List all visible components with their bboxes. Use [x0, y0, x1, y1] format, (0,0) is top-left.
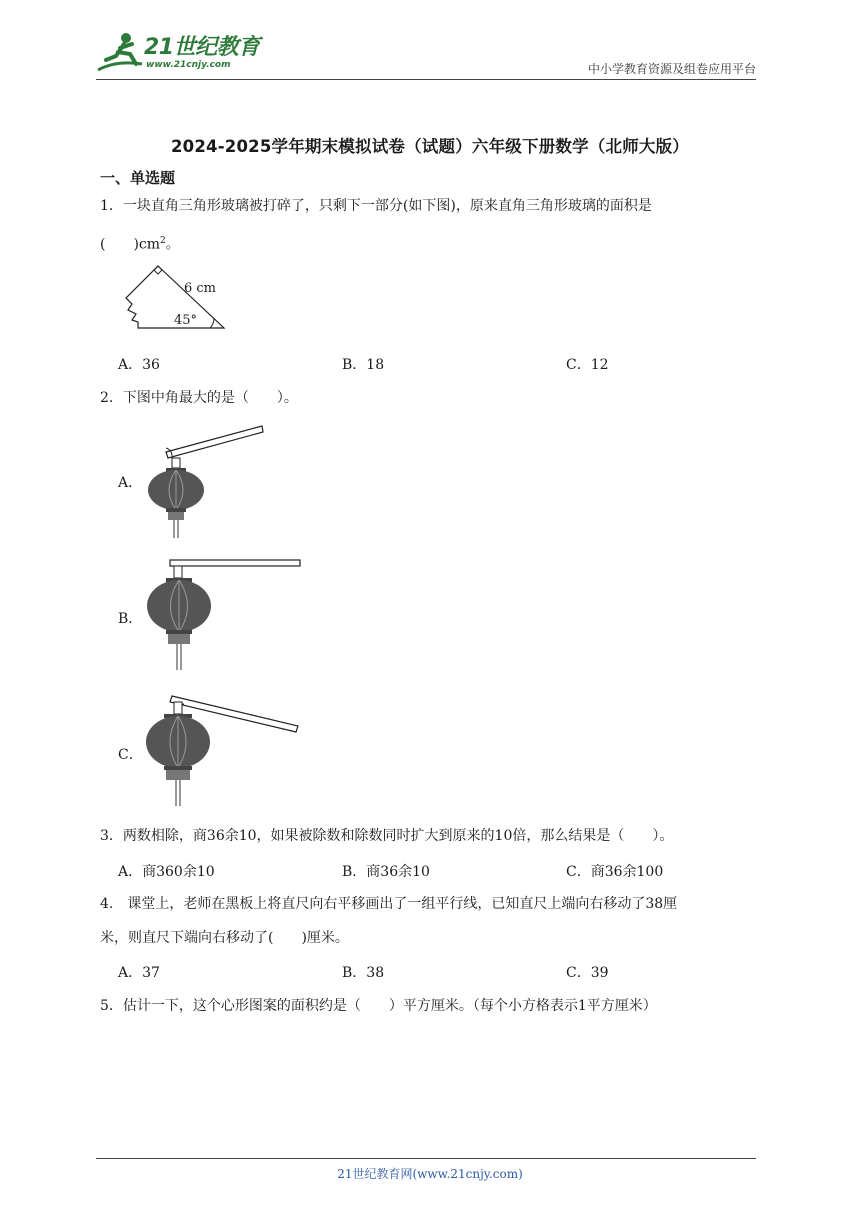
logo-url: www.21cnjy.com	[146, 60, 231, 70]
footer-text[interactable]: 21世纪教育网(www.21cnjy.com)	[337, 1167, 523, 1181]
footer-divider	[96, 1158, 756, 1159]
q3-option-b[interactable]: B．商36余10	[342, 864, 430, 880]
q2-option-a[interactable]: A．	[118, 475, 143, 491]
q4-option-a[interactable]: A．37	[118, 965, 160, 981]
question-2-text: 2．下图中角最大的是（ ）。	[100, 390, 298, 406]
logo-text: 21世纪教育	[144, 35, 260, 60]
q4-option-b[interactable]: B．38	[342, 965, 385, 981]
header-divider	[96, 79, 756, 80]
angle-label: 45°	[174, 313, 198, 328]
lantern-c-figure	[144, 692, 304, 808]
question-5-text: 5．估计一下，这个心形图案的面积约是（ ）平方厘米。（每个小方格表示1平方厘米）	[100, 998, 657, 1014]
runner-logo-icon	[96, 30, 146, 76]
q4-option-c[interactable]: C．39	[566, 965, 609, 981]
q1-option-a[interactable]: A．36	[118, 357, 160, 373]
page-title: 2024-2025学年期末模拟试卷（试题）六年级下册数学（北师大版）	[171, 137, 689, 156]
q3-option-a[interactable]: A．商360余10	[118, 864, 215, 880]
broken-triangle-figure	[122, 264, 232, 334]
section-heading: 一、单选题	[100, 169, 176, 187]
question-1-text: 1．一块直角三角形玻璃被打碎了，只剩下一部分(如下图)，原来直角三角形玻璃的面积是	[100, 198, 652, 214]
platform-name: 中小学教育资源及组卷应用平台	[587, 62, 756, 76]
q1-option-b[interactable]: B．18	[342, 357, 385, 373]
q1-option-c[interactable]: C．12	[566, 357, 609, 373]
logo	[96, 30, 266, 76]
page-header	[96, 30, 756, 78]
side-label: 6 cm	[184, 281, 217, 296]
lantern-b-figure	[144, 558, 304, 672]
q2-option-b[interactable]: B．	[118, 611, 143, 627]
q2-option-c[interactable]: C．	[118, 747, 143, 763]
lantern-a-figure	[144, 422, 268, 540]
q3-option-c[interactable]: C．商36余100	[566, 864, 664, 880]
question-1-blank: ( )$cm^2$。	[100, 236, 180, 253]
question-4-text-2: 米，则直尺下端向右移动了( )厘米。	[100, 930, 349, 946]
question-4-text: 4. 课堂上，老师在黑板上将直尺向右平移画出了一组平行线，已知直尺上端向右移动了38厘	[100, 896, 678, 912]
question-3-text: 3．两数相除，商36余10，如果被除数和除数同时扩大到原来的10倍，那么结果是（ ）。	[100, 828, 674, 844]
